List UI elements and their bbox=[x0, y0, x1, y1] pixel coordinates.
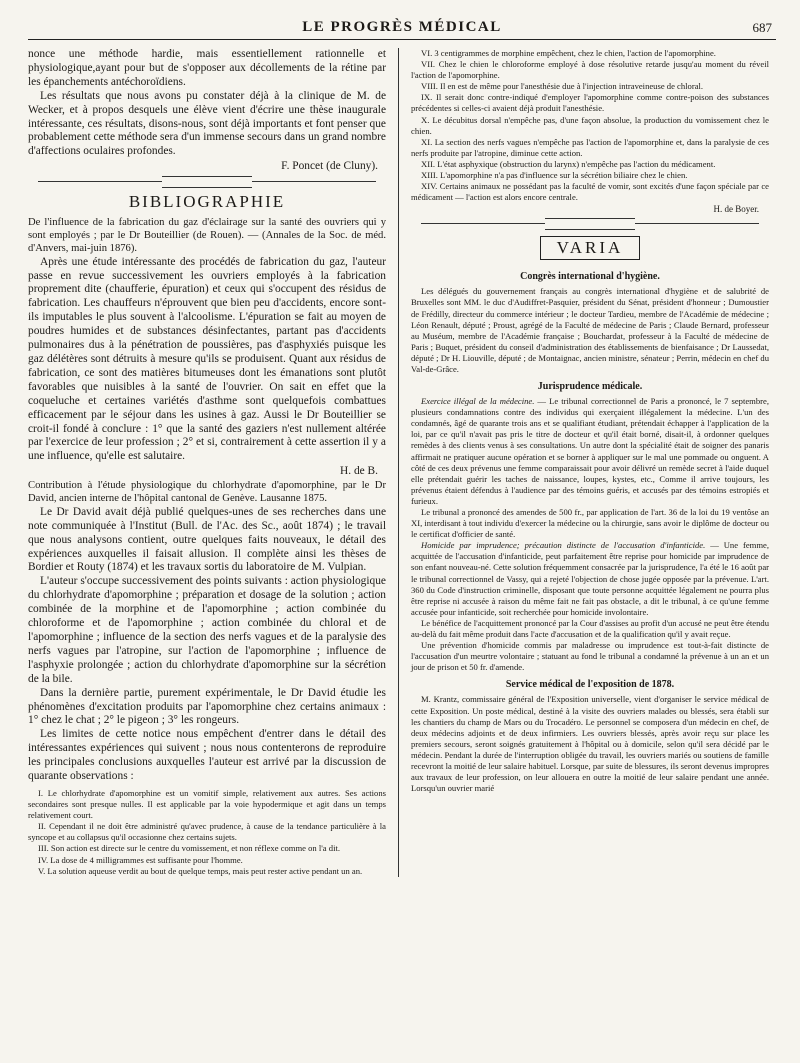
conclusion-12: XII. L'état asphyxique (obstruction du larynx) n'empêche pas l'action du médicament. bbox=[421, 158, 716, 169]
running-header bbox=[28, 14, 776, 40]
conclusion-9: IX. Il serait donc contre-indiqué d'employer l'apomorphine comme contre-poison des substances précédentes si celles-ci avaient déjà produit l'anesthésie. bbox=[411, 92, 769, 114]
jurisprudence-paragraph-2: Le tribunal a prononcé des amendes de 500 fr., par application de l'art. 36 de la loi du 19 ventôse an XI, interdisant à tout individu d'exercer la médecine ou la chirurgie, sans avoir le diplôme de docteur ou le certificat d'officier de santé. bbox=[411, 507, 769, 540]
conclusion-8: VIII. Il en est de même pour l'anesthésie due à l'injection intraveineuse de chloral. bbox=[421, 81, 704, 92]
congres-text: Les délégués du gouvernement français au congrès international d'hygiène et de salubrité de Bruxelles sont MM. le duc d'Audiffret-Pasquier, président du Sénat, président d'honneur ; Dumoustier de Frédilly, directeur du commerce intérieur ; le docteur Tardieu, membre de l'Académie de médecine ; Léon Renault, député ; Proust, agrégé de la Faculté de médecine de Paris ; Claude Bernard, professeur au Muséum, membre de l'Académie française ; Bouchardat, professeur à la Faculté de médecine de Paris ; Buquet, président du conseil d'administration des établissements de bienfaisance ; Dr Laussedat, député ; Dr H. Liouville, député ; de Montaignac, ancien ministre, sénateur ; Perrin, médecin en chef du Val-de-Grâce. bbox=[411, 286, 769, 374]
jurisprudence-p1-title: Exercice illégal de la médecine. bbox=[421, 396, 535, 407]
jurisprudence-paragraph-1 bbox=[411, 396, 769, 507]
jurisprudence-p3-text: — Une femme, acquittée de l'accusation d'infanticide, peut parfaitement être reprise pour homicide par imprudence de son enfant nouveau-né. Cette solution fréquemment consacrée par la jurisprudence, l'a été le 16 août par le tribunal correctionnel de Vassy, qui a rejeté l'objection de chose jugée opposée par la prévenue. L'art. 360 du Code d'instruction criminelle, disposant que toute personne acquittée légalement ne pourra plus être reprise ni accusée à raison du même fait ne fait pas obstacle, a dit le tribunal, à ce qu'une femme accusée pour infanticide, soit recherchée pour homicide involontaire. bbox=[411, 540, 769, 617]
conclusion-3: III. Son action est directe sur le centre du vomissement, et non réflexe comme on l'a dit. bbox=[38, 843, 340, 854]
conclusion-6: VI. 3 centigrammes de morphine empêchent, chez le chien, l'action de l'apomorphine. bbox=[421, 48, 716, 58]
conclusion-2: II. Cependant il ne doit être administré qu'avec prudence, à cause de la tendance particulière à la syncope et au collapsus qu'il occasionne chez certains sujets. bbox=[28, 821, 386, 843]
exposition-text: M. Krantz, commissaire général de l'Exposition universelle, vient d'organiser le service médical de cette Exposition. Un poste médical, destiné à la visite des ouvriers malades ou blessés, sera établi sur les chantiers du champ de Mars ou du Trocadéro. Le personnel se composera d'un médecin en chef, de deux médecins adjoints et de deux infirmiers. Les ouvriers blessés, après avoir reçu sur place les premiers secours, seront soignés gratuitement à l'hôpital ou à domicile, selon qu'il sera décidé par le médecin. Pendant la durée de l'interruption obligée du travail, les ouvriers mariés ou soutiens de famille recevront la moitié de leur salaire habituel. Lorsque, par suite de blessures, ils seront devenus impropres aux travaux de leur profession, on leur allouera en outre la moitié de leur salaire pendant une année. Lorsqu'un ouvrier marié bbox=[411, 694, 769, 794]
intro-paragraph-1: nonce une méthode hardie, mais essentiellement rationnelle et physiologique,ayant pour but de s'opposer aux décollements de la rétine par les épanchements antéchoroïdiens. bbox=[28, 48, 386, 88]
conclusion-7: VII. Chez le chien le chloroforme employé à dose résolutive retarde jusqu'au moment du réveil l'action de l'apomorphine. bbox=[411, 59, 769, 81]
jurisprudence-paragraph-4: Le bénéfice de l'acquittement prononcé par la Cour d'assises au profit d'un accusé ne peut être étendu au-delà du fait même produit dans l'acte d'accusation et de la qualification qu'il y avait reçue. bbox=[411, 617, 769, 640]
conclusion-14: XIV. Certains animaux ne possédant pas la faculté de vomir, sont excités d'une façon spéciale par ce médicament — l'action est alors encore centrale. bbox=[411, 181, 769, 203]
jurisprudence-paragraph-5: Une prévention d'homicide commis par maladresse ou imprudence est tout-à-fait distincte de l'accusation d'un meurtre volontaire ; statuant au fond le tribunal a condamné la prévenue à un an et un jour de prison et 50 fr. d'amende. bbox=[411, 640, 769, 673]
right-column bbox=[399, 48, 769, 877]
conclusion-11: XI. La section des nerfs vagues n'empêche pas l'action de l'apomorphine et, dans la paralysie de ces nerfs produite par l'atropine, diminue cette action. bbox=[411, 136, 769, 158]
ornamental-divider bbox=[411, 218, 769, 230]
ornamental-divider bbox=[28, 176, 386, 188]
left-column bbox=[28, 48, 398, 877]
conclusion-5: V. La solution aqueuse verdit au bout de quelque temps, mais peut rester active pendant un an. bbox=[38, 865, 363, 876]
conclusion-1: I. Le chlorhydrate d'apomorphine est un vomitif simple, relativement aux autres. Ses actions secondaires sont presque nulles. Il est applicable par la voie hypodermique et agit dans un temps relativement court. bbox=[28, 787, 386, 821]
conclusion-13: XIII. L'apomorphine n'a pas d'influence sur la sécrétion biliaire chez le chien. bbox=[421, 170, 688, 181]
jurisprudence-p1-text: — Le tribunal correctionnel de Paris a prononcé, le 7 septembre, plusieurs condamnations contre des individus qui exerçaient illégalement la médecine. L'un des condamnés, âgé de quarante trois ans et se qualifiant étudiant, prétendait échapper à l'application de la loi, par ce qu'il n'avait pas pris le titre de docteur et qu'il était borné, disait-il, à ordonner quelques remèdes à des clients venus à ses consultations. Un autre dont la spécialité était de soigner des panaris affirmait ne pratiquer aucune opération et se borner à appliquer sur le mal une pommade ou onguent. A côté de ces deux prévenus une femme comparaissait pour avoir délivré un remède secret à l'aide duquel elle prétendait guérir les taches de naissance, loupes, kystes, etc., Comme il arrive toujours, les prévenus étaient défendus à l'audience par des témoins guéris, et accusés par des témoins estropiés et furieux. bbox=[411, 396, 769, 506]
entry1-signature: H. de B. bbox=[340, 465, 378, 478]
entry2-paragraph-1: Le Dr David avait déjà publié quelques-unes de ses recherches dans une note communiquée à l'Institut (Bull. de l'Ac. des Sc., août 1874) ; le travail que nous analysons contient, outre quelques faits nouveaux, le détail des expériences auxquelles il faisait allusion. Il complète ainsi les thèses de Bordier et Routy (1874) et les travaux sortis du laboratoire de M. Vulpian. bbox=[28, 505, 386, 574]
varia-heading-wrap bbox=[411, 234, 769, 264]
entry2-paragraph-2: L'auteur s'occupe successivement des points suivants : action physiologique du chlorhydrate d'apomorphine ; préparation et dosage de la solution ; action combinée de la morphine et de l'apomorphine ; action combinée du chloroforme et de l'apomorphine ; action combinée du chloral et de l'apomorphine ; influence de la section des nerfs vagues et de la paralysie des nerfs vagues par l'atropine, sur l'action de l'apomorphine ; influence de l'asphyxie prolongée ; action du chlorhydrate d'apomorphine sur la sécrétion de la bile. bbox=[28, 575, 386, 685]
intro-signature: F. Poncet (de Cluny). bbox=[281, 160, 378, 173]
page-number: 687 bbox=[752, 20, 772, 35]
intro-paragraph-2: Les résultats que nous avons pu constater déjà à la clinique de M. de Wecker, et à propos desquels une élève vient d'écrire une thèse inaugurale intéressante, ces résultats, disons-nous, sont déjà importants et font penser que probablement cette méthode sera d'un immense secours dans un grand nombre d'affections oculaires profondes. bbox=[28, 89, 386, 158]
jurisprudence-paragraph-3 bbox=[411, 540, 769, 618]
entry1-text: Après une étude intéressante des procédés de fabrication du gaz, l'auteur passe en revue successivement les ouvriers employés à la fabrication proprement dite (chaufferie, épuration) et ceux qui s'occupent des résidus de fabrication. Les chauffeurs n'éprouvent que bien peu d'accidents, encore sont-ils imputables le plus souvent à l'alcoolisme. L'épuration se fait au moyen de poudres humides et de substances désinfectantes, partant pas d'accidents pulmonaires dus à la pénétration de poussières, pas d'asphyxiés puisque les gaz délétères sont détruits à mesure qu'ils se produisent. Quant aux résidus de fabrication, ce sont des matières bitumeuses dont les émanations sont plutôt favorables que nuisibles à la santé de l'ouvrier. On sait en effet que la coqueluche et certaines variétés d'asthme sont quelquefois combattues efficacement par le séjour dans les usines à gaz. Aussi le Dr Bouteillier se croit-il fondé à conclure : 1° que la santé des gaziers n'est nullement altérée par l'exercice de leur profession ; 2° et si, contrairement à cette assertion il y a une influence, qu'elle est salutaire. bbox=[28, 255, 386, 463]
congres-heading: Congrès international d'hygiène. bbox=[520, 271, 660, 283]
jurisprudence-heading: Jurisprudence médicale. bbox=[537, 381, 643, 393]
conclusion-10: X. Le décubitus dorsal n'empêche pas, d'une façon absolue, la production du vomissement chez le chien. bbox=[411, 114, 769, 136]
exposition-heading: Service médical de l'exposition de 1878. bbox=[505, 679, 675, 691]
jurisprudence-p3-title: Homicide par imprudence; précaution distincte de l'accusation d'infanticide. bbox=[421, 540, 706, 551]
entry2-title: Contribution à l'étude physiologique du chlorhydrate d'apomorphine, par le Dr David, ancien interne de l'hôpital cantonal de Genève. Lausanne 1875. bbox=[28, 480, 386, 505]
entry2-paragraph-4: Les limites de cette notice nous empêchent d'entrer dans le détail des intéressantes expériences qui suivent ; nous nous contenterons de reproduire les principales conclusions auxquelles l'auteur est arrivé par la discussion de quarante observations : bbox=[28, 728, 386, 783]
two-column-body bbox=[28, 48, 776, 877]
conclusions-signature: H. de Boyer. bbox=[713, 204, 759, 215]
varia-heading: VARIA bbox=[540, 236, 641, 260]
journal-page bbox=[28, 14, 776, 1054]
entry1-title: De l'influence de la fabrication du gaz d'éclairage sur la santé des ouvriers qui y sont employés ; par le Dr Bouteillier (de Rouen). — (Annales de la Soc. de méd. d'Anvers, mai-juin 1876). bbox=[28, 217, 386, 254]
bibliographie-heading: BIBLIOGRAPHIE bbox=[128, 192, 286, 212]
conclusion-4: IV. La dose de 4 milligrammes est suffisante pour l'homme. bbox=[38, 854, 243, 865]
journal-title: LE PROGRÈS MÉDICAL bbox=[302, 19, 502, 35]
entry2-paragraph-3: Dans la dernière partie, purement expérimentale, le Dr David étudie les phénomènes d'excitation produits par l'apomorphine chez certains animaux : 1° chez le chat ; 2° le pigeon ; 3° les rongeurs. bbox=[28, 686, 386, 727]
